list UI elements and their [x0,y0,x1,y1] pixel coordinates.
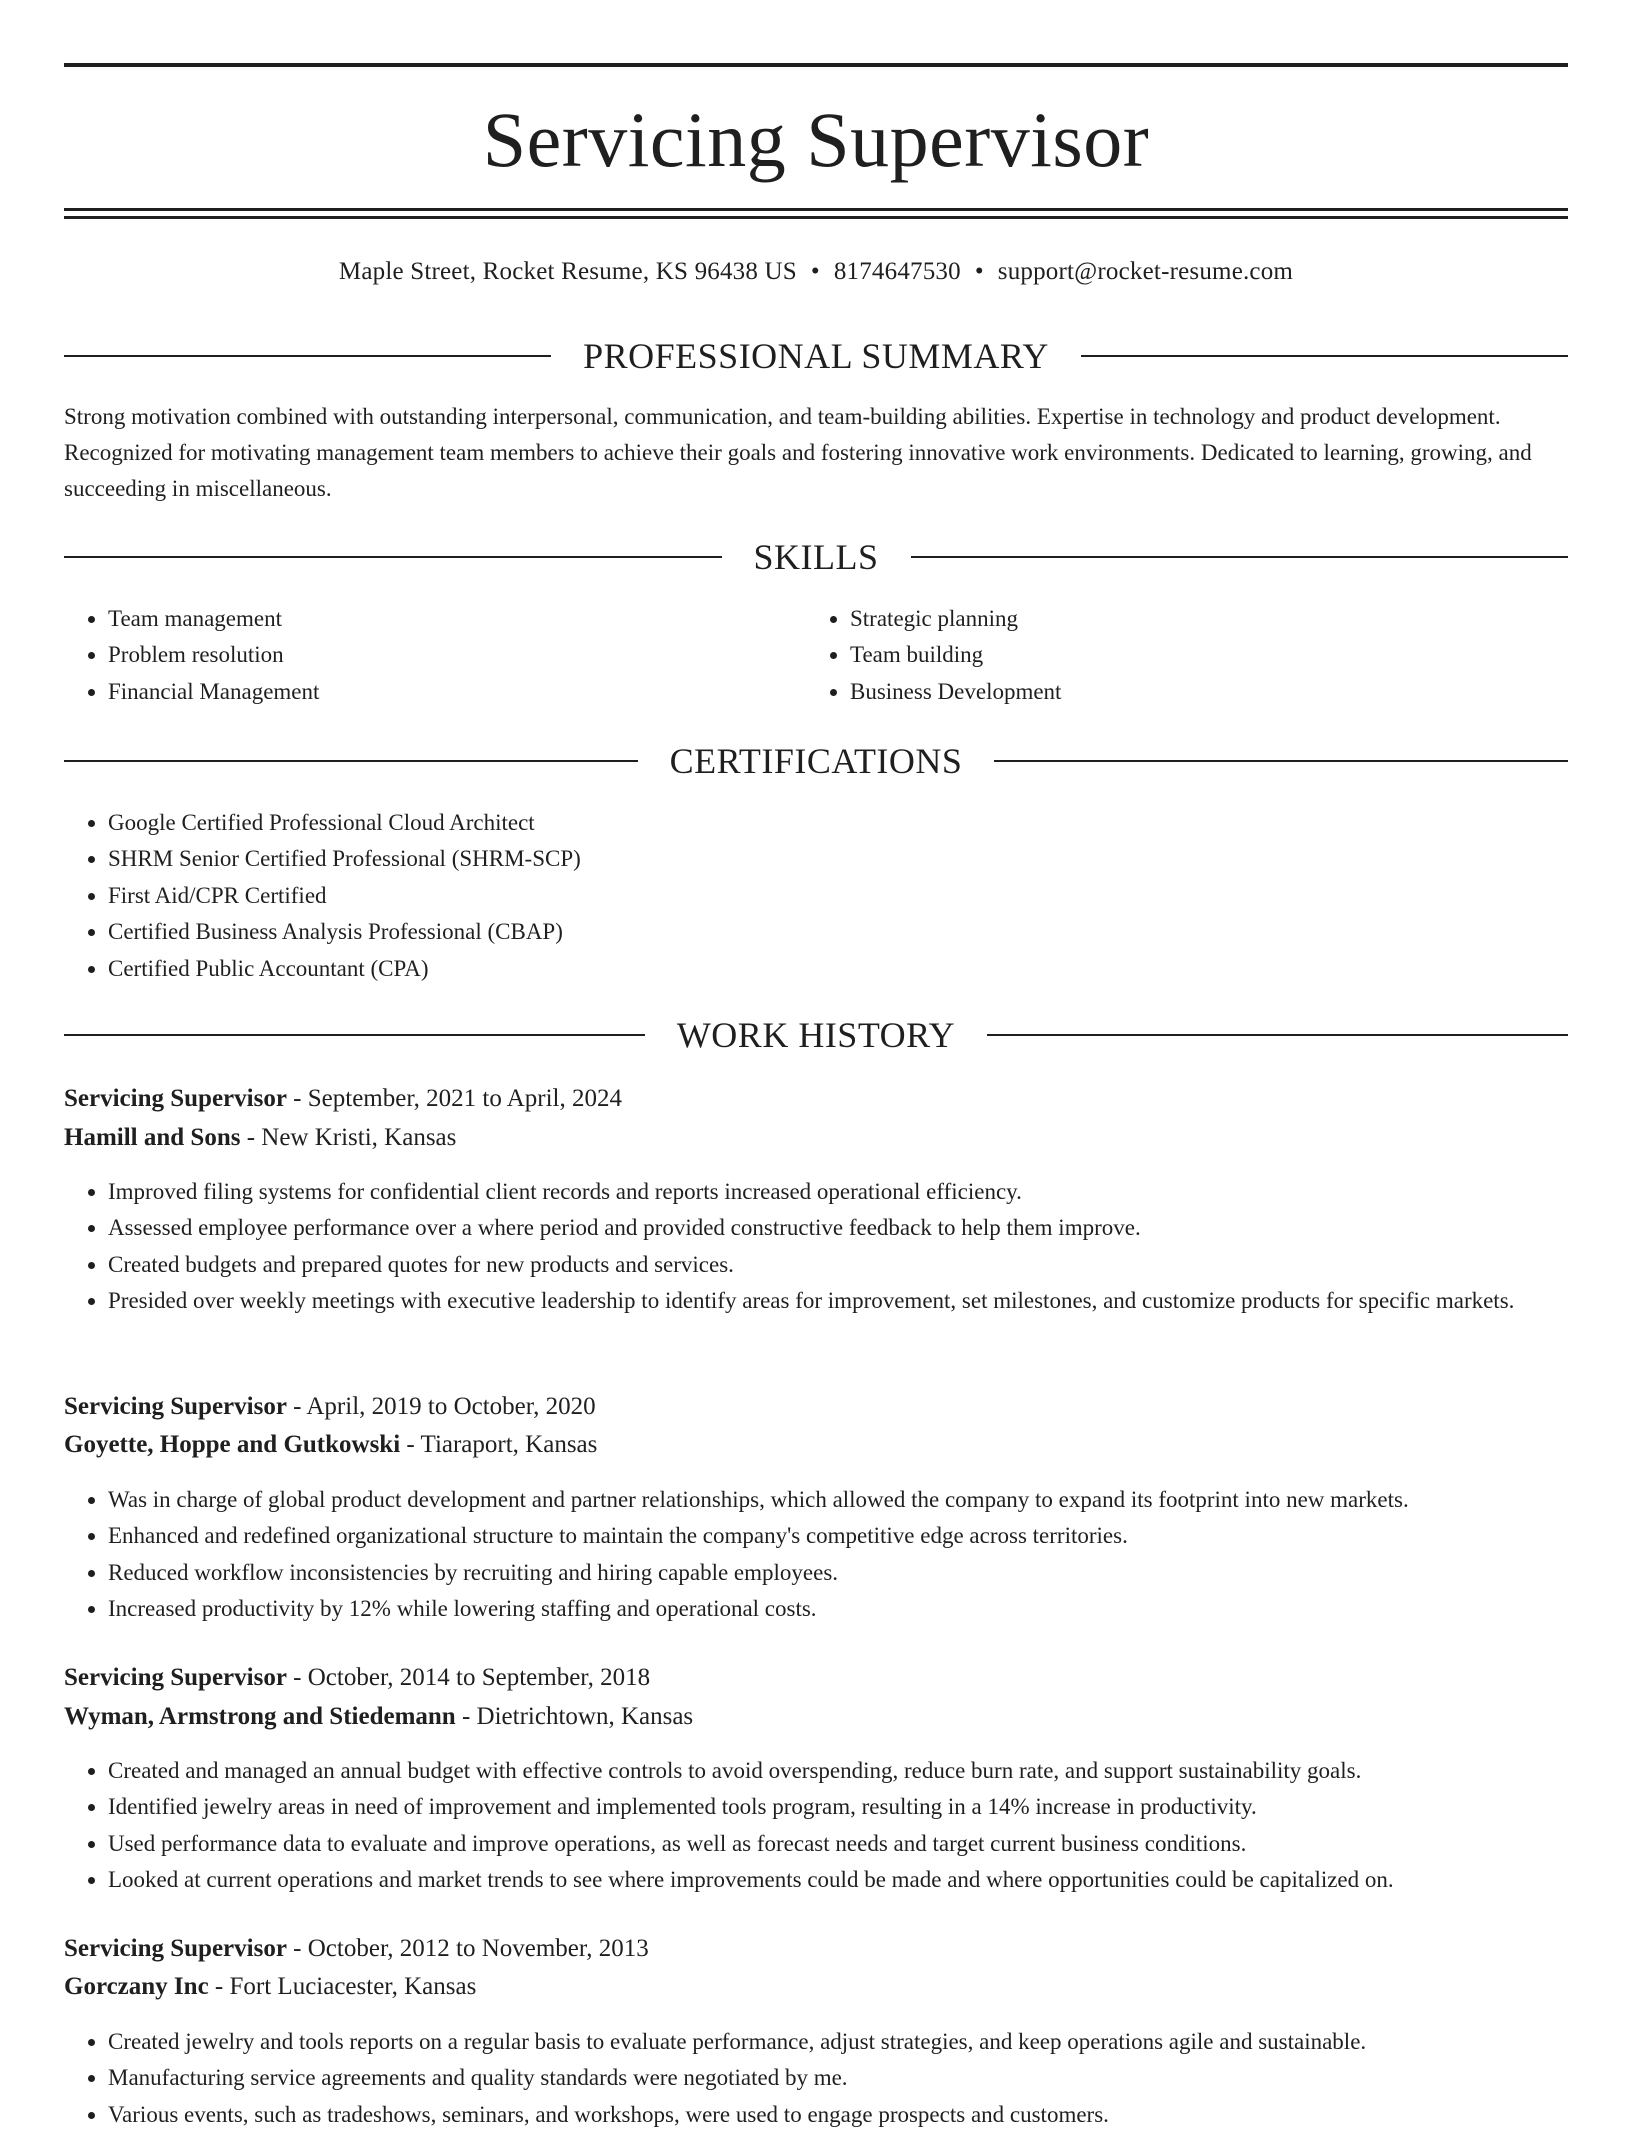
job-company-line [64,1426,1568,1464]
resume-name: Servicing Supervisor [482,96,1150,183]
skills-section-header [64,535,1568,579]
section-rule-left [64,556,722,558]
job-company: Gorczany Inc [64,1973,209,2000]
job-company-line [64,1698,1568,1736]
job-bullet: • Created and managed an annual budget with effective controls to avoid overspending, reduce burn rate, and support sustainability goals. [108,1753,1612,1789]
job-bullet: • Created budgets and prepared quotes for new products and services. [108,1247,1612,1283]
job-location: - New Kristi, Kansas [240,1124,457,1151]
contact-separator: • [974,258,984,285]
certification-item: • Certified Business Analysis Professional (CBAP) [108,914,1568,950]
header-top-rule [64,63,1568,67]
contact-address: Maple Street, Rocket Resume, KS 96438 US [338,258,797,285]
job-bullet: • Created jewelry and tools reports on a regular basis to evaluate performance, adjust strategies, and keep operations agile and sustainable. [108,2024,1612,2060]
section-rule-left [64,355,551,357]
skill-item: • Team building [850,637,1550,673]
job-bullet: • Increased productivity by 12% while lowering staffing and operational costs. [108,1591,1612,1627]
certification-item: • Google Certified Professional Cloud Architect [108,805,1568,841]
job-title-line [64,1659,1568,1697]
job-dates: - October, 2014 to September, 2018 [286,1664,651,1691]
job-location: - Dietrichtown, Kansas [455,1703,694,1730]
certifications-section-header [64,739,1568,783]
job-dates: - September, 2021 to April, 2024 [286,1085,622,1112]
job-bullet: • Presided over weekly meetings with executive leadership to identify areas for improvement, set milestones, and customize products for specific markets. [108,1283,1612,1319]
summary-heading: PROFESSIONAL SUMMARY [583,336,1049,376]
job-bullet: • Enhanced and redefined organizational structure to maintain the company's competitive edge across territories. [108,1518,1612,1554]
job-bullet: • Was in charge of global product development and partner relationships, which allowed the company to expand its footprint into new markets. [108,1482,1612,1518]
job-bullet: • Manufacturing service agreements and quality standards were negotiated by me. [108,2060,1612,2096]
skill-item: • Business Development [850,674,1550,710]
section-rule-left [64,760,638,762]
job-bullets [64,1174,1612,1320]
contact-phone: 8174647530 [833,258,961,285]
skills-heading: SKILLS [753,537,879,577]
summary-text: Strong motivation combined with outstanding interpersonal, communication, and team-building abilities. Expertise in technology and product development. Recognized for motivating management team members to achieve their goals and fostering innovative work environments. Dedicated to learning, growing, and succeeding in miscellaneous. [64,404,1532,501]
job-bullet: • Identified jewelry areas in need of improvement and implemented tools program, resulting in a 14% increase in productivity. [108,1789,1612,1825]
job-title: Servicing Supervisor [64,1393,287,1420]
job-company: Wyman, Armstrong and Stiedemann [64,1703,456,1730]
certification-item: • SHRM Senior Certified Professional (SHRM-SCP) [108,841,1568,877]
header-rule-lower [64,216,1568,219]
skill-item: • Problem resolution [108,637,808,673]
skill-item: • Team management [108,601,808,637]
skills-list-right [806,601,1550,710]
job-bullets [64,1753,1612,1899]
job-bullet: • Improved filing systems for confidential client records and reports increased operational efficiency. [108,1174,1612,1210]
skills-list-left [64,601,808,710]
job-bullet: • Various events, such as tradeshows, seminars, and workshops, were used to engage prospects and customers. [108,2097,1612,2133]
certifications-heading: CERTIFICATIONS [669,741,963,781]
job-title-line [64,1930,1568,1968]
job-company-line [64,1119,1568,1157]
job-title: Servicing Supervisor [64,1085,287,1112]
job-bullet: • Reduced workflow inconsistencies by recruiting and hiring capable employees. [108,1555,1612,1591]
job-company: Goyette, Hoppe and Gutkowski [64,1431,401,1458]
job-dates: - October, 2012 to November, 2013 [286,1935,649,1962]
job-bullets [64,1482,1612,1628]
section-rule-right [987,1034,1568,1036]
job-title: Servicing Supervisor [64,1664,287,1691]
job-bullets [64,2024,1612,2133]
skill-item: • Strategic planning [850,601,1550,637]
job-company-line [64,1968,1568,2006]
job-title: Servicing Supervisor [64,1935,287,1962]
work-history-heading: WORK HISTORY [676,1015,956,1055]
job-location: - Tiaraport, Kansas [400,1431,598,1458]
contact-separator: • [810,258,820,285]
section-rule-right [994,760,1568,762]
certification-item: • Certified Public Accountant (CPA) [108,951,1568,987]
certifications-list [64,805,1568,987]
section-rule-right [1081,355,1568,357]
contact-email: support@rocket-resume.com [997,258,1294,285]
certification-item: • First Aid/CPR Certified [108,878,1568,914]
job-location: - Fort Luciacester, Kansas [208,1973,477,2000]
job-title-line [64,1080,1568,1118]
section-rule-left [64,1034,645,1036]
job-bullet: • Assessed employee performance over a where period and provided constructive feedback to help them improve. [108,1210,1612,1246]
job-company: Hamill and Sons [64,1124,241,1151]
job-dates: - April, 2019 to October, 2020 [286,1393,596,1420]
work-history-section-header [64,1013,1568,1057]
section-rule-right [911,556,1569,558]
job-bullet: • Looked at current operations and market trends to see where improvements could be made and where opportunities could be capitalized on. [108,1862,1612,1898]
job-bullet: • Used performance data to evaluate and improve operations, as well as forecast needs and target current business conditions. [108,1826,1612,1862]
summary-section-header [64,334,1568,378]
skill-item: • Financial Management [108,674,808,710]
job-title-line [64,1388,1568,1426]
header-rule-upper [64,208,1568,211]
contact-info [64,254,1568,290]
